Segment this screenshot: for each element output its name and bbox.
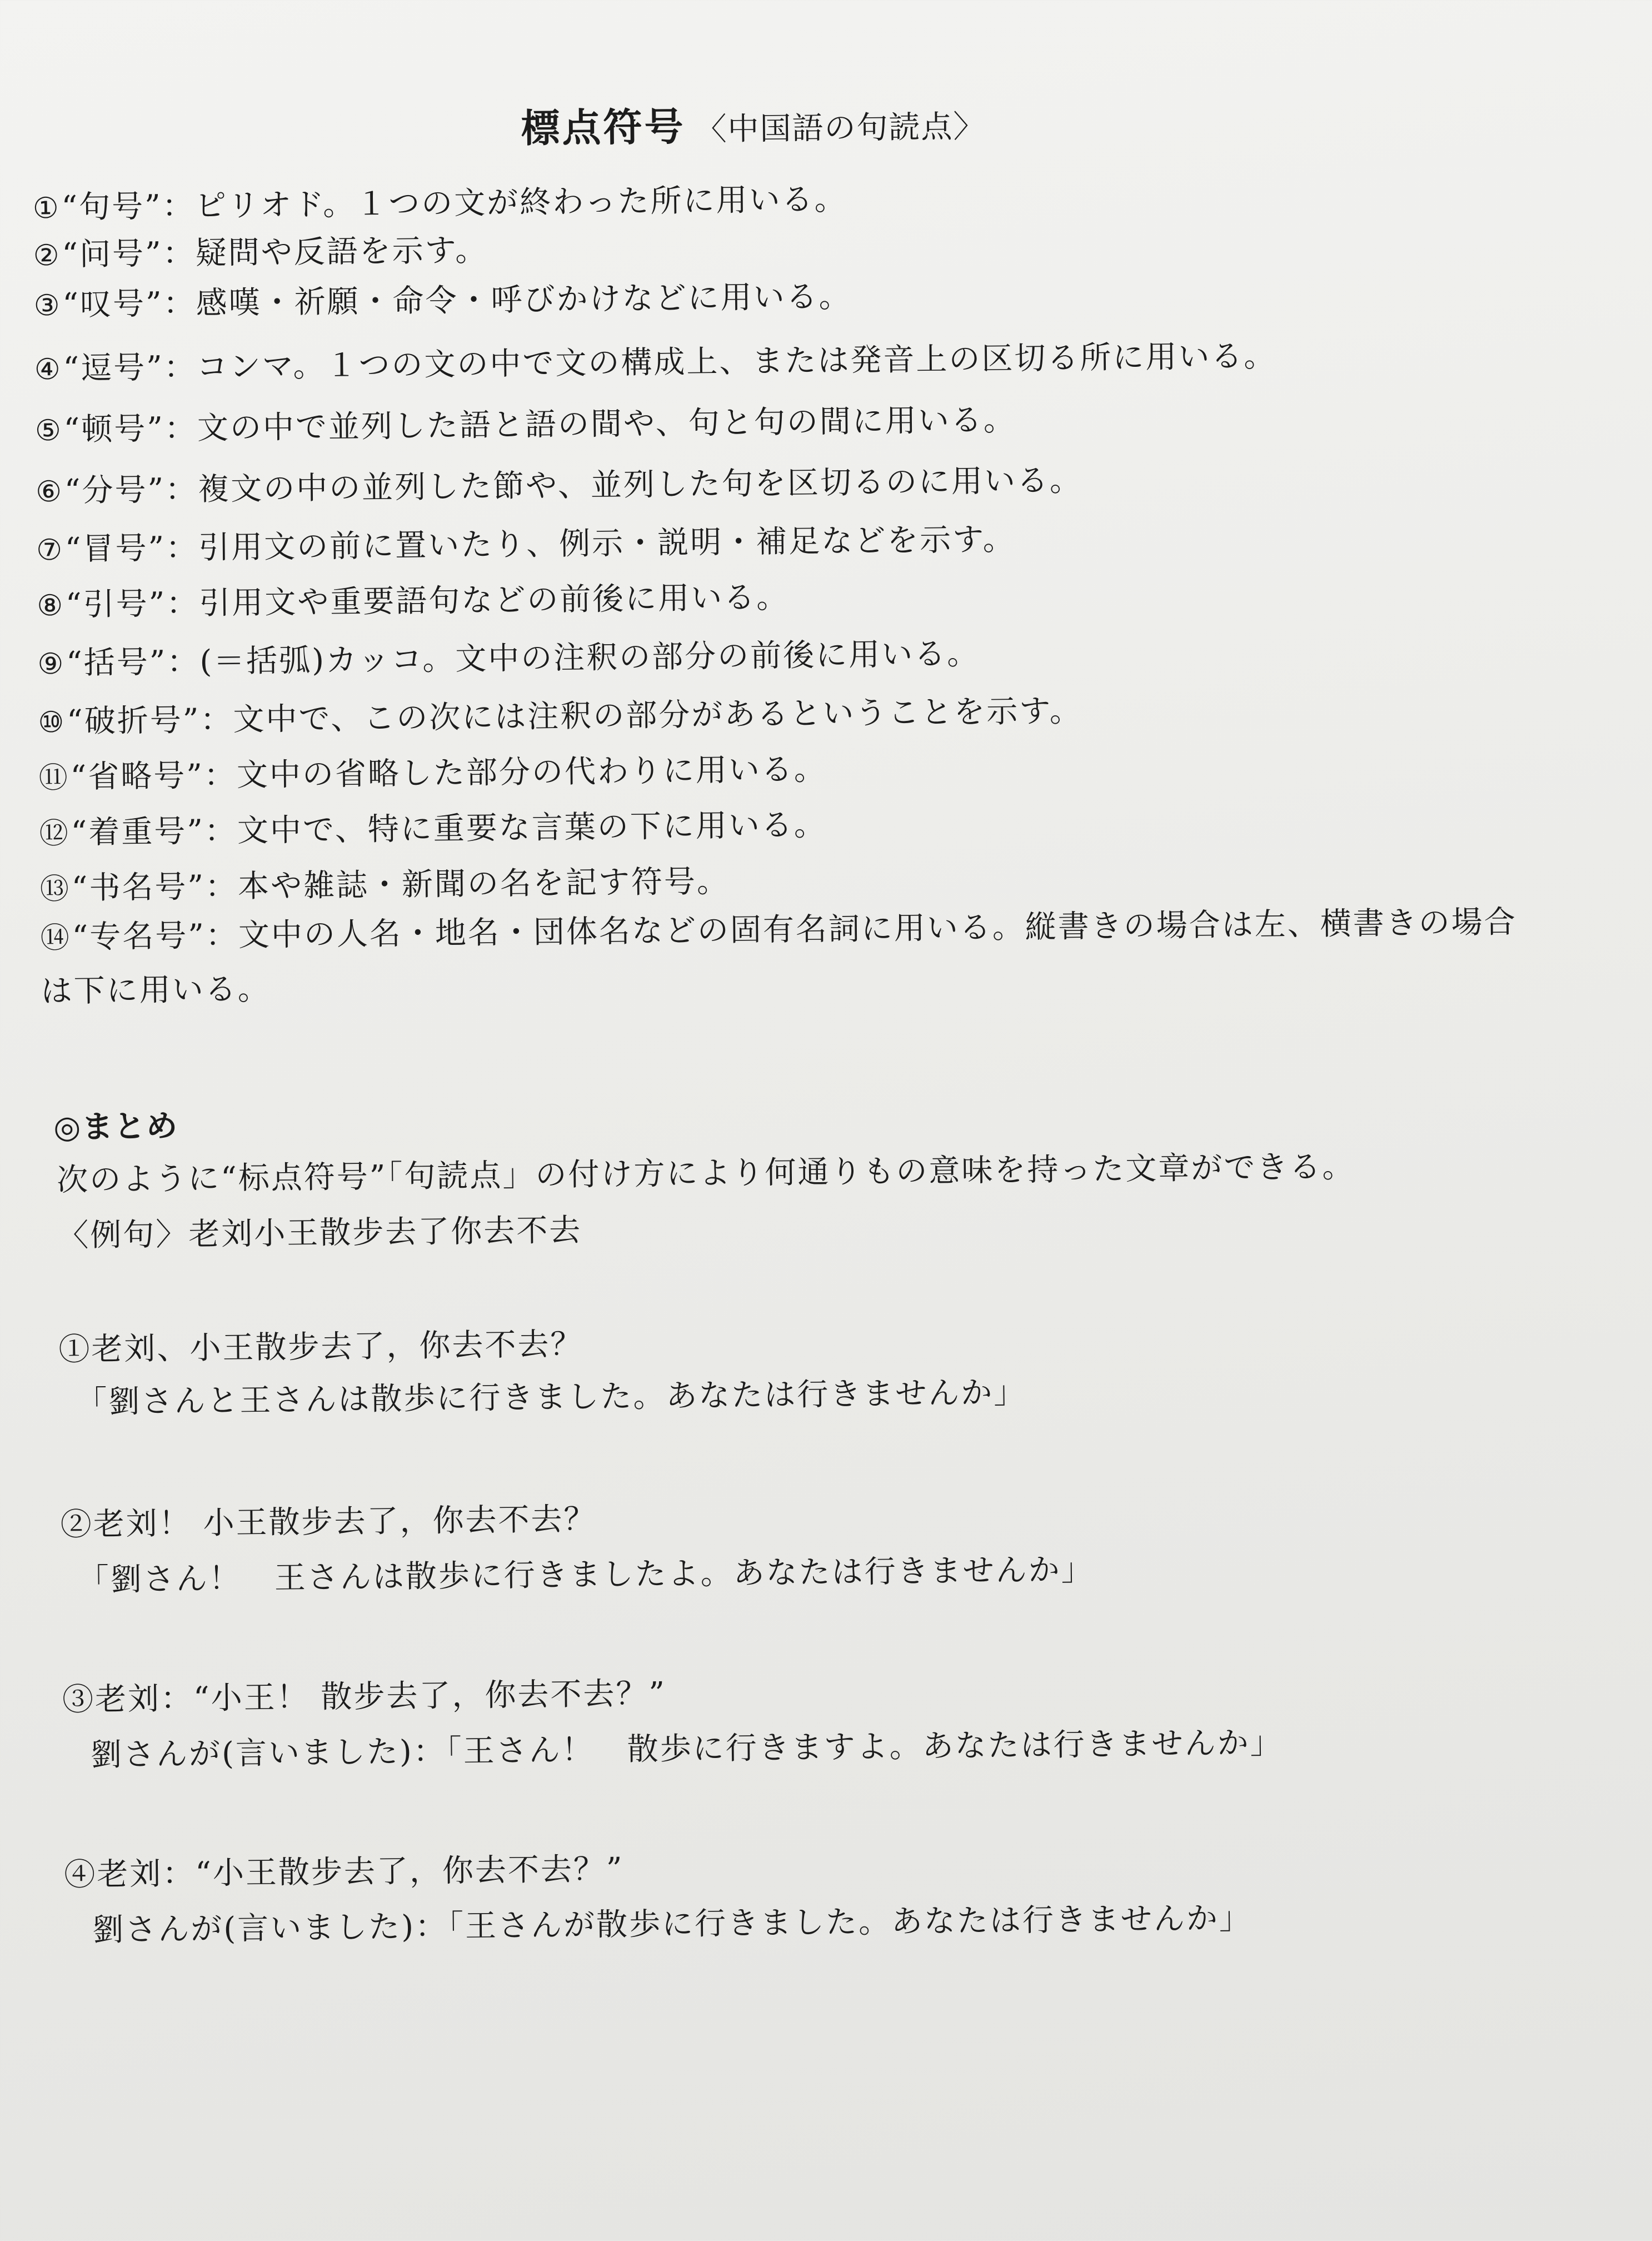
item-term: “顿号” <box>63 410 165 448</box>
example-japanese: 劉さんが(言いました)：「王さんが散歩に行きました。あなたは行きませんか」 <box>92 1900 1252 1949</box>
list-item <box>36 451 1536 511</box>
item-term: “叹号” <box>62 285 163 323</box>
item-term: “句号” <box>61 188 163 226</box>
item-number: ② <box>33 238 61 273</box>
item-number: ③ <box>33 288 62 323</box>
example-japanese: 「劉さん！ 王さんは散歩に行きましたよ。あなたは行きませんか」 <box>77 1551 1095 1598</box>
page-subtitle: 〈中国語の句読点〉 <box>695 108 986 148</box>
summary-intro: 次のように“标点符号”「句読点」の付け方により何通りもの意味を持った文章ができる。 <box>56 1148 1355 1199</box>
item-description: ：ピリオド。１つの文が終わった所に用いる。 <box>162 181 847 225</box>
item-number: ⑤ <box>34 414 63 448</box>
item-number: ⑦ <box>36 533 64 567</box>
list-item <box>37 565 1538 625</box>
title-row <box>521 92 986 153</box>
item-term: “括号” <box>66 644 167 681</box>
item-term: “破折号” <box>66 702 201 740</box>
item-term: “分号” <box>64 471 166 509</box>
example-number: ③ <box>62 1681 96 1718</box>
example-chinese <box>58 1319 583 1370</box>
list-item <box>38 681 1539 741</box>
list-item <box>40 895 1530 1018</box>
example-number: ① <box>58 1331 92 1368</box>
item-description: ：文中の人名・地名・団体名などの固有名詞に用いる。縦書きの場合は左、横書きの場合は下に用いる。 <box>41 904 1518 1010</box>
summary-heading: ◎まとめ <box>53 1108 179 1146</box>
item-description: ：引用文の前に置いたり、例示・説明・補足などを示す。 <box>165 521 1016 566</box>
item-description: ：疑問や反語を示す。 <box>162 232 488 272</box>
list-item <box>34 328 1535 389</box>
example-sentence <box>57 1206 582 1256</box>
item-number: ⑭ <box>40 921 72 955</box>
item-description: ：コンマ。１つの文の中で文の構成上、または発音上の区切る所に用いる。 <box>163 337 1277 386</box>
item-description: ：感嘆・祈願・命令・呼びかけなどに用いる。 <box>163 278 852 322</box>
example-japanese: 劉さんが(言いました)：「王さん！ 散歩に行きますよ。あなたは行きませんか」 <box>90 1724 1284 1774</box>
example-label: 〈例句〉 <box>57 1216 189 1254</box>
list-item <box>33 265 1534 325</box>
list-item <box>39 793 1540 853</box>
item-term: “省略号” <box>70 758 204 795</box>
item-number: ⑪ <box>38 761 69 795</box>
item-description: ：(＝括弧)カッコ。文中の注釈の部分の前後に用いる。 <box>167 635 980 680</box>
example-chinese-text: 老刘：“小王！ 散步去了，你去不去？” <box>94 1675 667 1718</box>
item-number: ⑬ <box>39 872 71 907</box>
item-description: ：引用文や重要語句などの前後に用いる。 <box>166 579 790 622</box>
example-chinese <box>64 1844 624 1895</box>
example-chinese <box>62 1669 667 1720</box>
item-number: ⑨ <box>37 647 66 681</box>
item-term: “引号” <box>65 585 167 623</box>
item-description: ：複文の中の並列した節や、並列した句を区切るのに用いる。 <box>164 462 1083 508</box>
item-term: “问号” <box>62 235 163 273</box>
item-description: ：文中の省略した部分の代わりに用いる。 <box>203 751 827 794</box>
item-number: ⑥ <box>35 475 64 509</box>
item-number: ⑧ <box>37 589 65 623</box>
page-title: 標点符号 <box>521 103 686 152</box>
example-chinese-text: 老刘：“小王散步去了，你去不去？” <box>96 1851 624 1893</box>
list-item <box>37 623 1538 683</box>
item-term: “逗号” <box>63 349 164 387</box>
list-item <box>36 509 1537 569</box>
item-number: ④ <box>34 352 62 387</box>
example-text: 老刘小王散步去了你去不去 <box>188 1212 582 1253</box>
item-term: “着重号” <box>71 813 205 851</box>
example-chinese-text: 老刘！ 小王散步去了，你去不去？ <box>93 1501 597 1543</box>
item-description: ：文の中で並列した語と語の間や、句と句の間に用いる。 <box>164 401 1017 447</box>
item-term: “书名号” <box>71 869 206 907</box>
item-number: ⑩ <box>38 705 66 740</box>
item-description: ：文中で、特に重要な言葉の下に用いる。 <box>204 806 827 850</box>
item-description: ：文中で、この次には注釈の部分があるということを示す。 <box>200 693 1083 739</box>
example-japanese: 「劉さんと王さんは散歩に行きました。あなたは行きませんか」 <box>76 1374 1027 1421</box>
example-chinese <box>60 1495 597 1545</box>
item-number: ① <box>32 191 61 226</box>
example-number: ④ <box>63 1856 97 1893</box>
item-term: “冒号” <box>64 530 166 567</box>
list-item <box>38 737 1539 797</box>
item-term: “专名号” <box>72 918 206 955</box>
item-description: ：本や雑誌・新聞の名を記す符号。 <box>204 863 730 905</box>
example-number: ② <box>60 1506 94 1543</box>
example-chinese-text: 老刘、小王散步去了，你去不去？ <box>91 1326 583 1368</box>
item-number: ⑫ <box>39 816 71 851</box>
list-item <box>35 390 1536 450</box>
